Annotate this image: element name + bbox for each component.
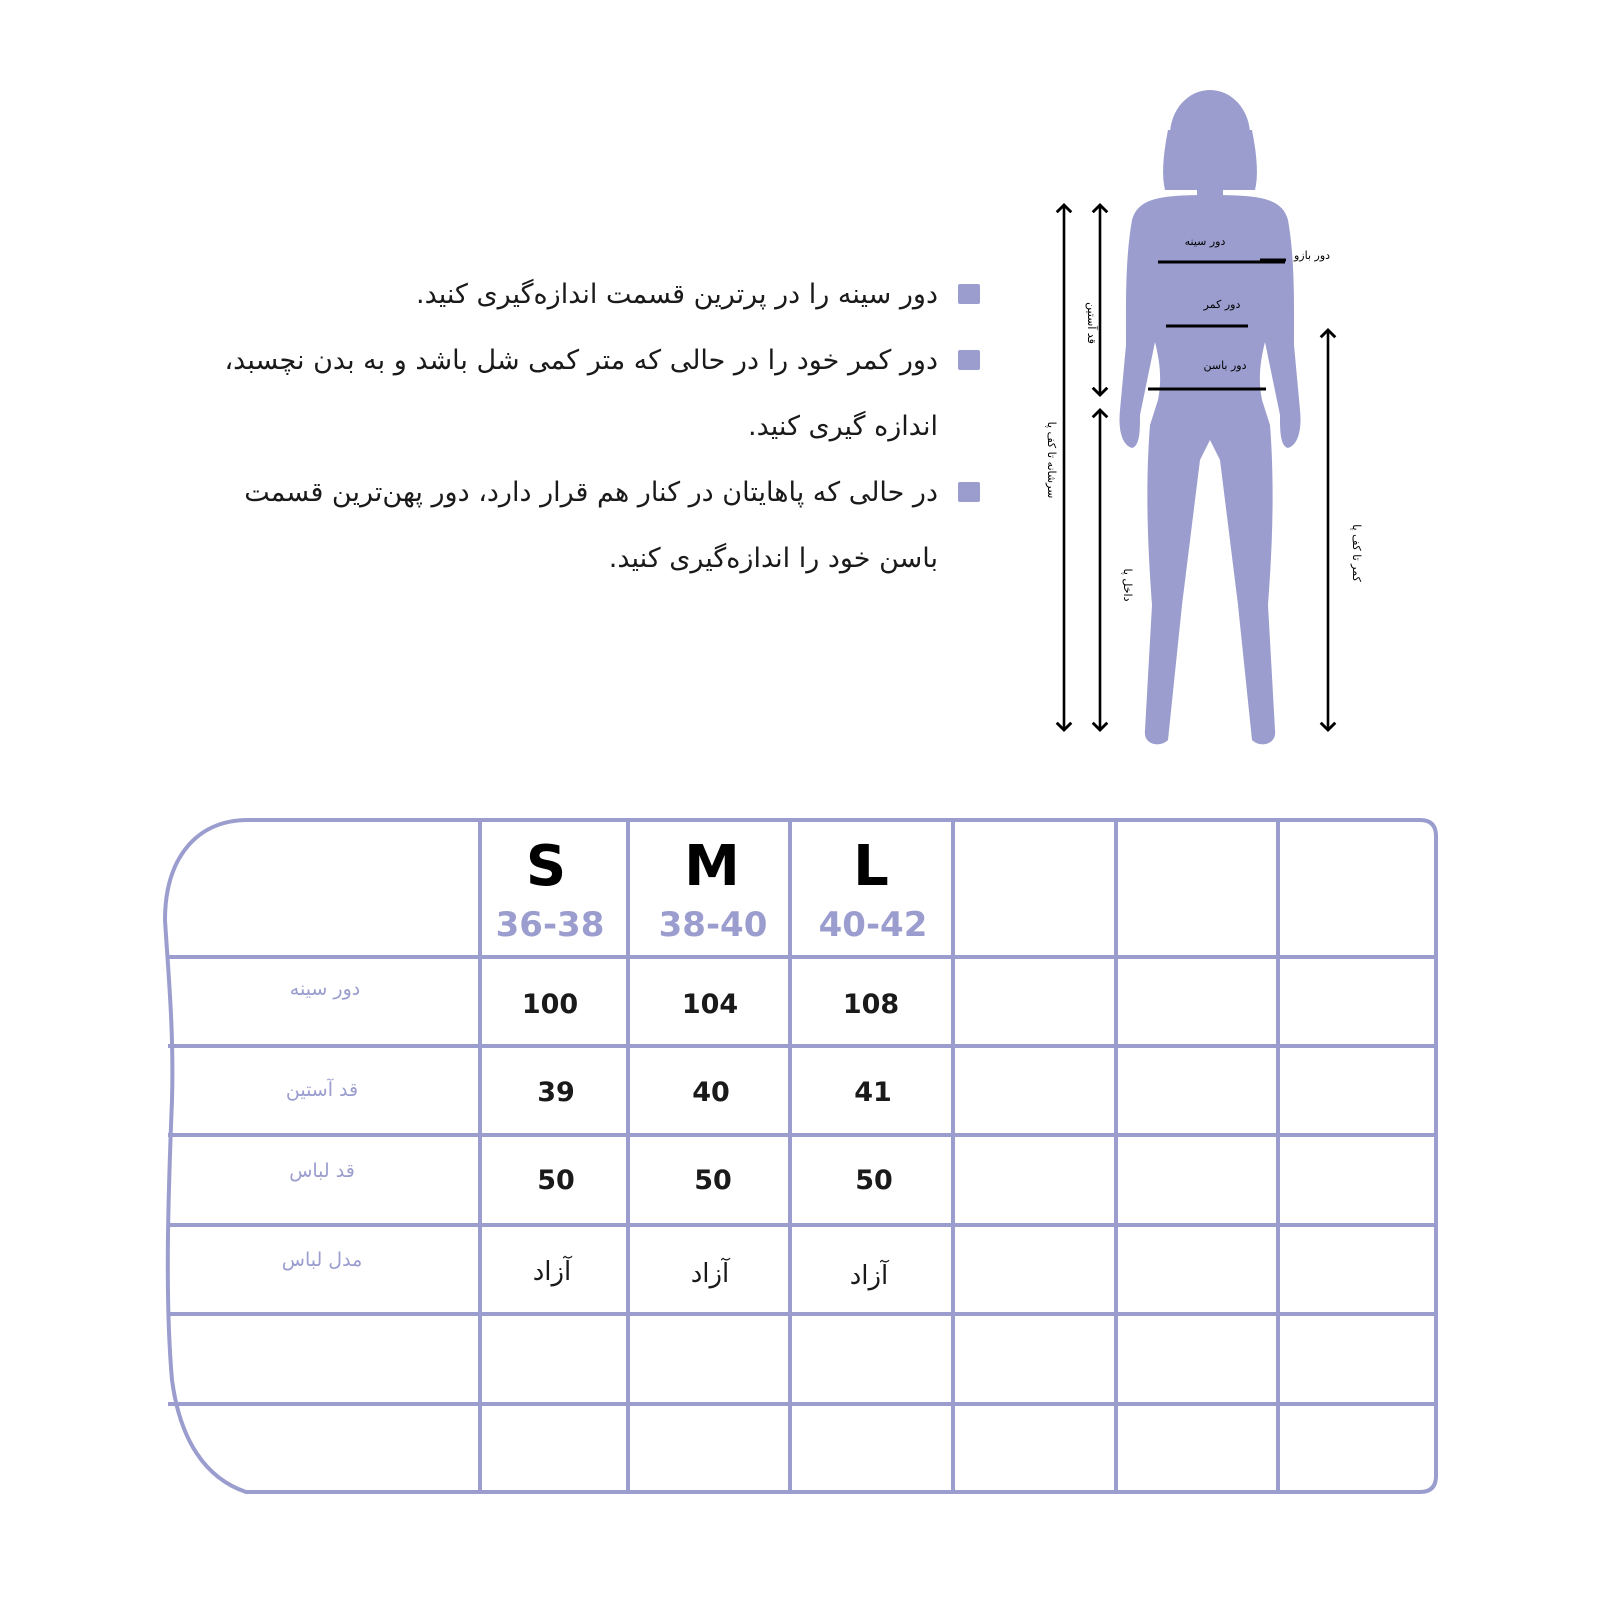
label-arm: دور بازو [1293,249,1331,262]
cell-model-m: آزاد [690,1259,730,1289]
label-hip: دور باسن [1203,359,1247,372]
cell-sleeve-s: 39 [537,1077,575,1108]
cell-chest-l: 108 [842,989,900,1020]
instruction-text: دور کمر خود را در حالی که متر کمی شل باشد و به بدن نچسبد، اندازه گیری کنید. [224,345,938,442]
row-label-chest: دور سینه [289,978,361,1000]
label-chest: دور سینه [1184,235,1226,248]
table-grid [165,820,1436,1492]
size-label-m: M [684,834,740,899]
row-label-sleeve: قد آستین [285,1079,359,1101]
label-waist: دور کمر [1203,298,1241,311]
label-waist-to-foot: کمر تا کف پا [1350,524,1363,582]
cell-sleeve-l: 41 [854,1077,892,1108]
label-inseam: داخل پا [1121,568,1134,602]
size-label-s: S [525,834,567,899]
label-sleeve-length: قد آستین [1085,302,1098,344]
cell-length-l: 50 [855,1165,893,1196]
cell-chest-s: 100 [521,989,579,1020]
cell-model-s: آزاد [532,1257,572,1287]
size-label-l: L [853,834,889,899]
size-range-s: 36-38 [495,905,605,945]
cell-chest-m: 104 [681,989,739,1020]
row-label-model: مدل لباس [281,1249,363,1271]
cell-sleeve-m: 40 [692,1077,730,1108]
label-shoulder-to-foot: سرشانه تا کف پا [1045,421,1058,499]
row-label-length: قد لباس [289,1160,355,1182]
cell-length-m: 50 [694,1165,732,1196]
cell-model-l: آزاد [849,1261,889,1291]
cell-length-s: 50 [537,1165,575,1196]
size-range-m: 38-40 [658,905,768,945]
size-range-l: 40-42 [818,905,928,945]
instruction-text: دور سینه را در پرترین قسمت اندازه‌گیری کنید. [416,279,938,310]
instruction-text: در حالی که پاهایتان در کنار هم قرار دارد، دور پهن‌ترین قسمت باسن خود را اندازه‌گیری کنید. [244,477,938,574]
